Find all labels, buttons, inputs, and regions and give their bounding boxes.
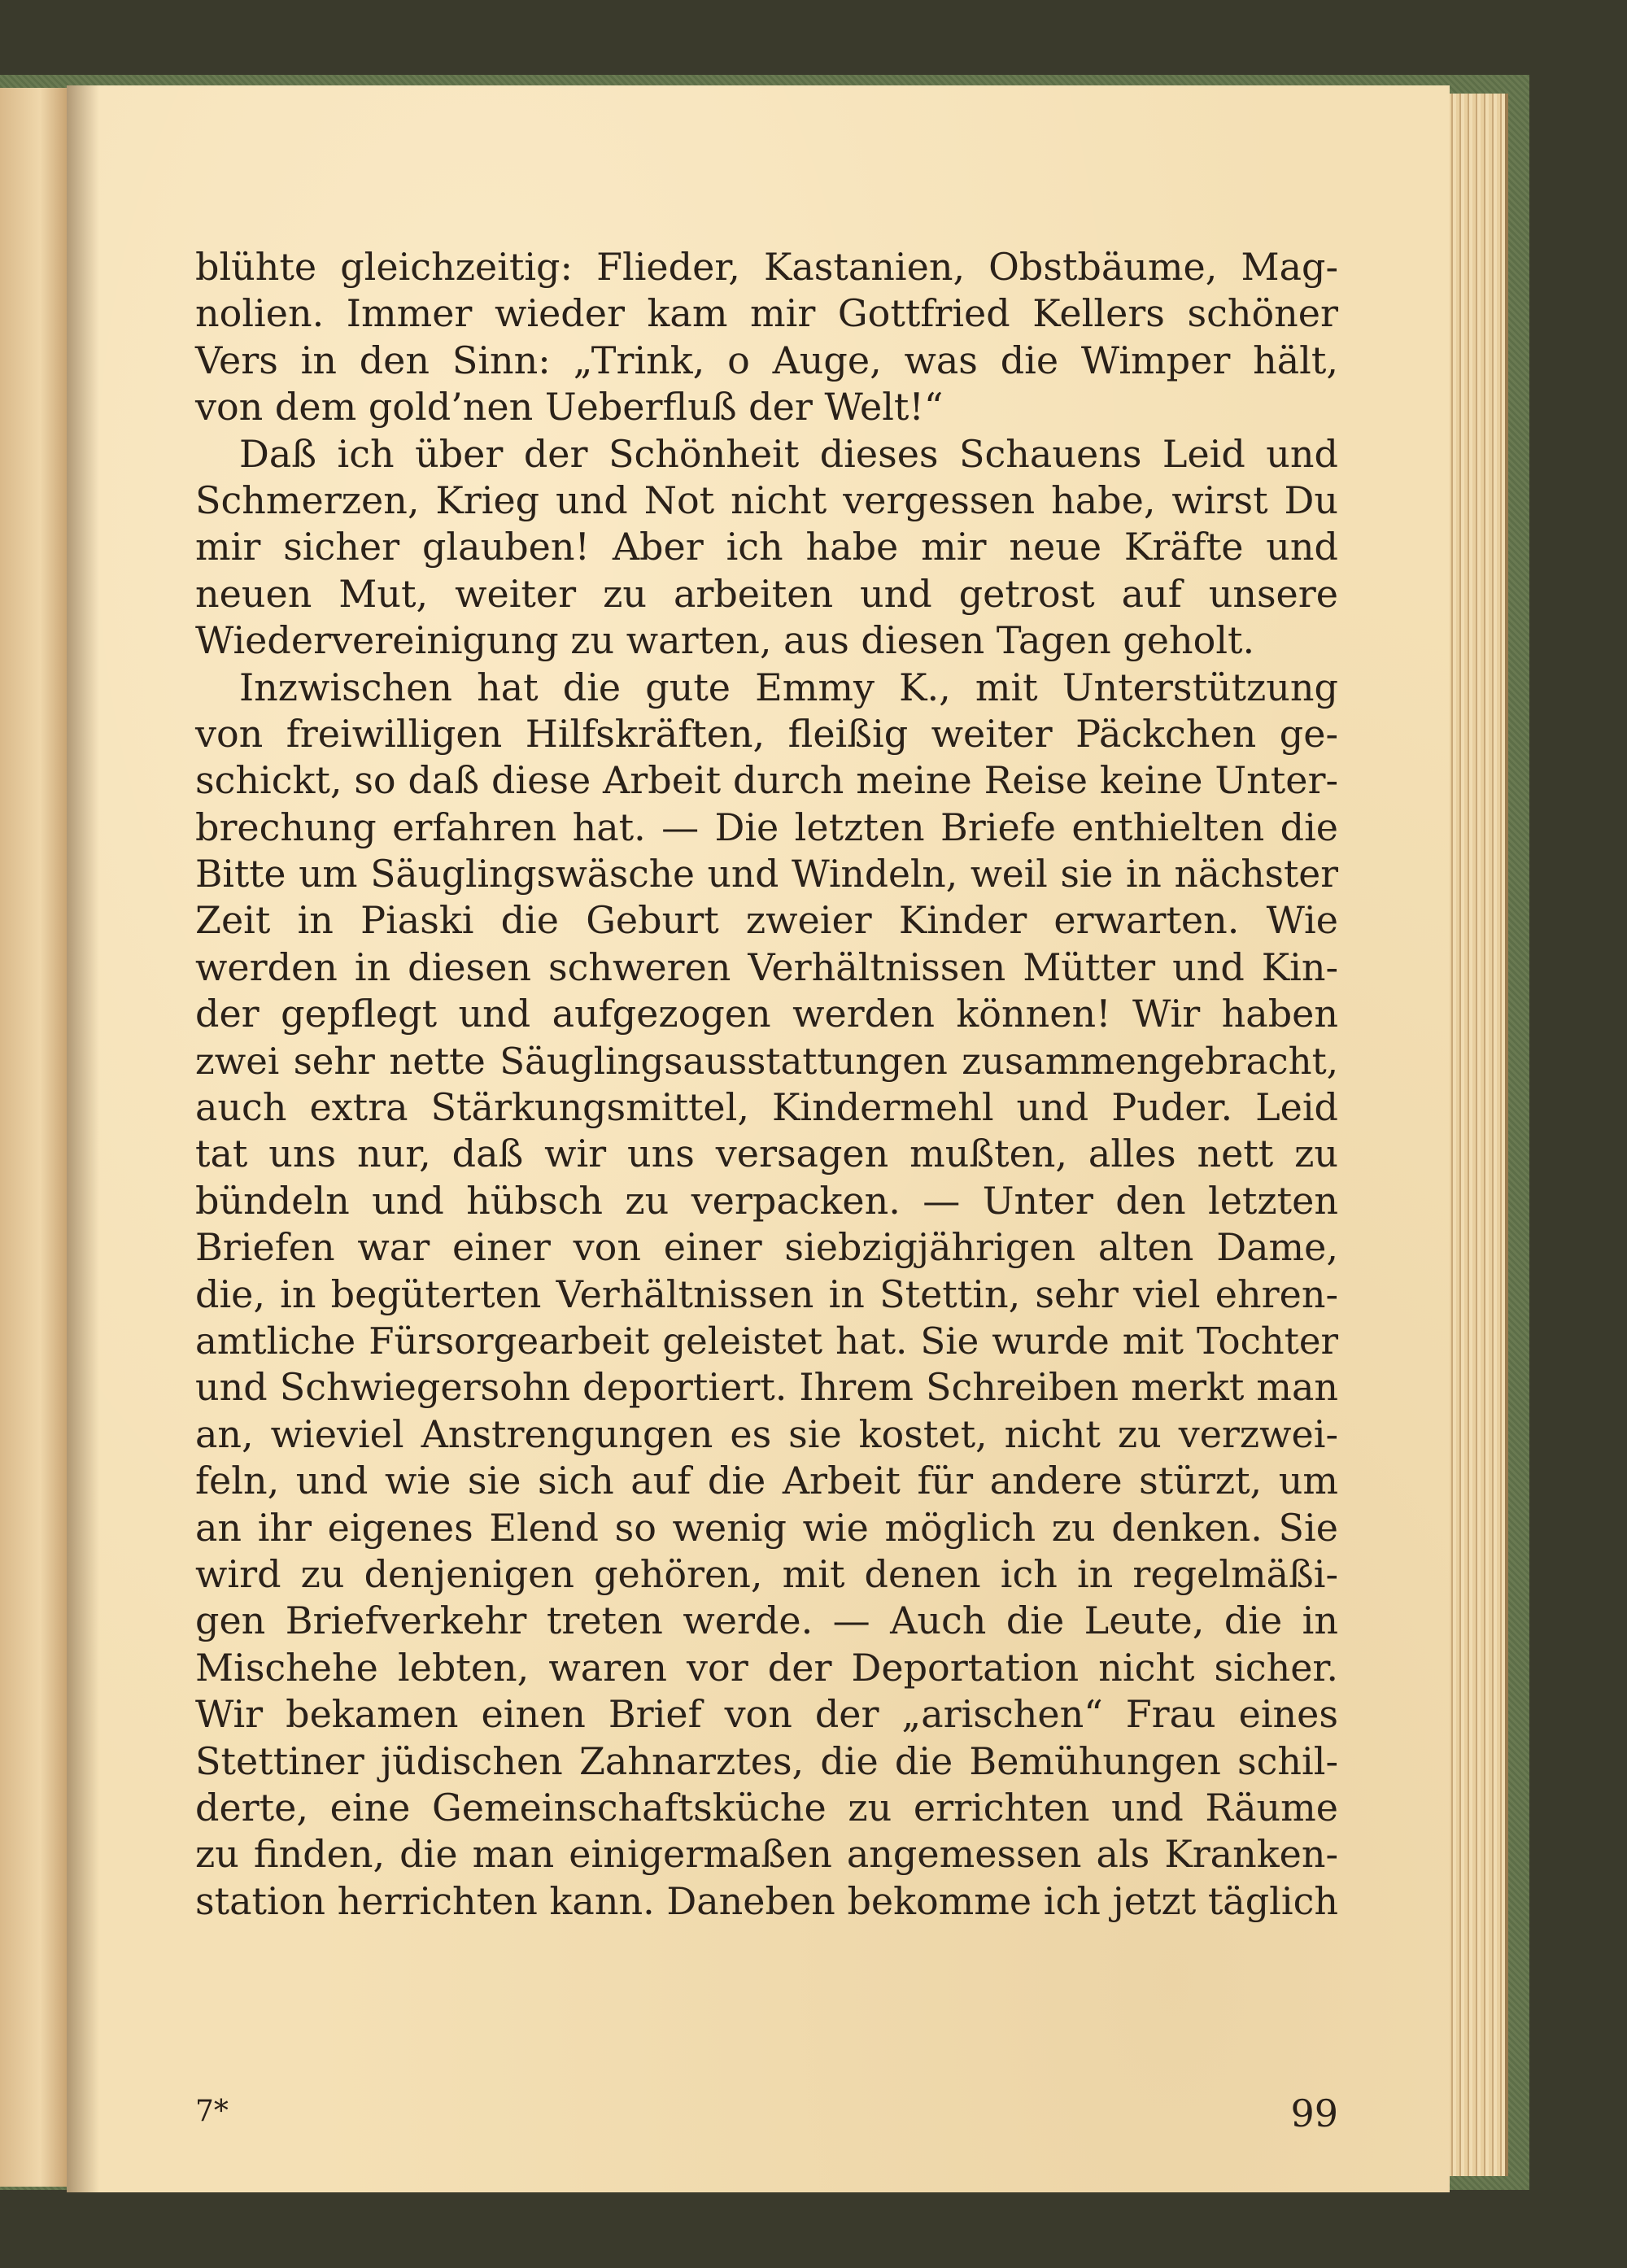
text-line: zu finden, die man einigermaßen angemessen als Kranken- [195, 1832, 1338, 1877]
text-line: die, in begüterten Verhältnissen in Stettin, sehr viel ehren- [195, 1271, 1338, 1316]
text-line: wird zu denjenigen gehören, mit denen ich in regelmäßi- [195, 1551, 1338, 1596]
text-line: von dem gold’nen Ueberfluß der Welt!“ [195, 385, 944, 430]
text-line: Zeit in Piaski die Geburt zweier Kinder erwarten. Wie [195, 898, 1338, 943]
text-line: gen Briefverkehr treten werde. — Auch die Leute, die in [195, 1599, 1338, 1643]
gutter-shadow [67, 85, 99, 2192]
text-line: Mischehe lebten, waren vor der Deportation nicht sicher. [195, 1645, 1338, 1690]
text-line: Vers in den Sinn: „Trink, o Auge, was die Wimper hält, [195, 338, 1338, 382]
signature-mark: 7* [195, 2095, 229, 2128]
page-number: 99 [1290, 2091, 1338, 2135]
text-line: der gepflegt und aufgezogen werden können! Wir haben [195, 992, 1338, 1036]
text-line: brechung erfahren hat. — Die letzten Briefe enthielten die [195, 805, 1338, 849]
text-line: tat uns nur, daß wir uns versagen mußten, alles nett zu [195, 1132, 1338, 1176]
text-line: nolien. Immer wieder kam mir Gottfried Kellers schöner [195, 291, 1338, 336]
text-line: amtliche Fürsorgearbeit geleistet hat. Sie wurde mit Tochter [195, 1319, 1338, 1363]
text-line: Bitte um Säuglingswäsche und Windeln, weil sie in nächster [195, 853, 1338, 896]
text-line: Daß ich über der Schönheit dieses Schauens Leid und [239, 431, 1338, 476]
text-line: blühte gleichzeitig: Flieder, Kastanien, Obstbäume, Mag- [195, 245, 1338, 289]
text-line: bündeln und hübsch zu verpacken. — Unter den letzten [195, 1178, 1338, 1223]
text-line: zwei sehr nette Säuglingsausstattungen zusammengebracht, [195, 1039, 1338, 1083]
text-line: an ihr eigenes Elend so wenig wie möglich zu denken. Sie [195, 1505, 1338, 1550]
text-line: Wir bekamen einen Brief von der „arischen“ Frau eines [195, 1692, 1338, 1737]
left-facing-page-edge [0, 88, 69, 2187]
text-line: feln, und wie sie sich auf die Arbeit für andere stürzt, um [195, 1459, 1338, 1503]
text-line: station herrichten kann. Daneben bekomme ich jetzt täglich [195, 1878, 1338, 1923]
text-line: mir sicher glauben! Aber ich habe mir neue Kräfte und [195, 525, 1338, 569]
book-page [67, 85, 1450, 2192]
text-line: Stettiner jüdischen Zahnarztes, die die Bemühungen schil- [195, 1738, 1338, 1783]
text-line: Briefen war einer von einer siebzigjährigen alten Dame, [195, 1225, 1338, 1270]
text-line: schickt, so daß diese Arbeit durch meine Reise keine Unter- [195, 758, 1338, 803]
text-line: an, wieviel Anstrengungen es sie kostet, nicht zu verzwei- [195, 1411, 1338, 1456]
body-text [195, 244, 1338, 1925]
text-line: Inzwischen hat die gute Emmy K., mit Unterstützung [239, 665, 1338, 709]
text-line: derte, eine Gemeinschaftsküche zu errichten und Räume [195, 1785, 1338, 1830]
text-line: und Schwiegersohn deportiert. Ihrem Schreiben merkt man [195, 1365, 1338, 1410]
text-line: neuen Mut, weiter zu arbeiten und getrost auf unsere [195, 571, 1338, 616]
text-line: auch extra Stärkungsmittel, Kindermehl und Puder. Leid [195, 1085, 1338, 1130]
text-line: Wiedervereinigung zu warten, aus diesen Tagen geholt. [195, 618, 1255, 663]
text-line: werden in diesen schweren Verhältnissen Mütter und Kin- [195, 944, 1338, 989]
text-line: von freiwilligen Hilfskräften, fleißig weiter Päckchen ge- [195, 711, 1338, 756]
text-line: Schmerzen, Krieg und Not nicht vergessen habe, wirst Du [195, 478, 1338, 522]
stacked-page-edges [1440, 94, 1508, 2176]
